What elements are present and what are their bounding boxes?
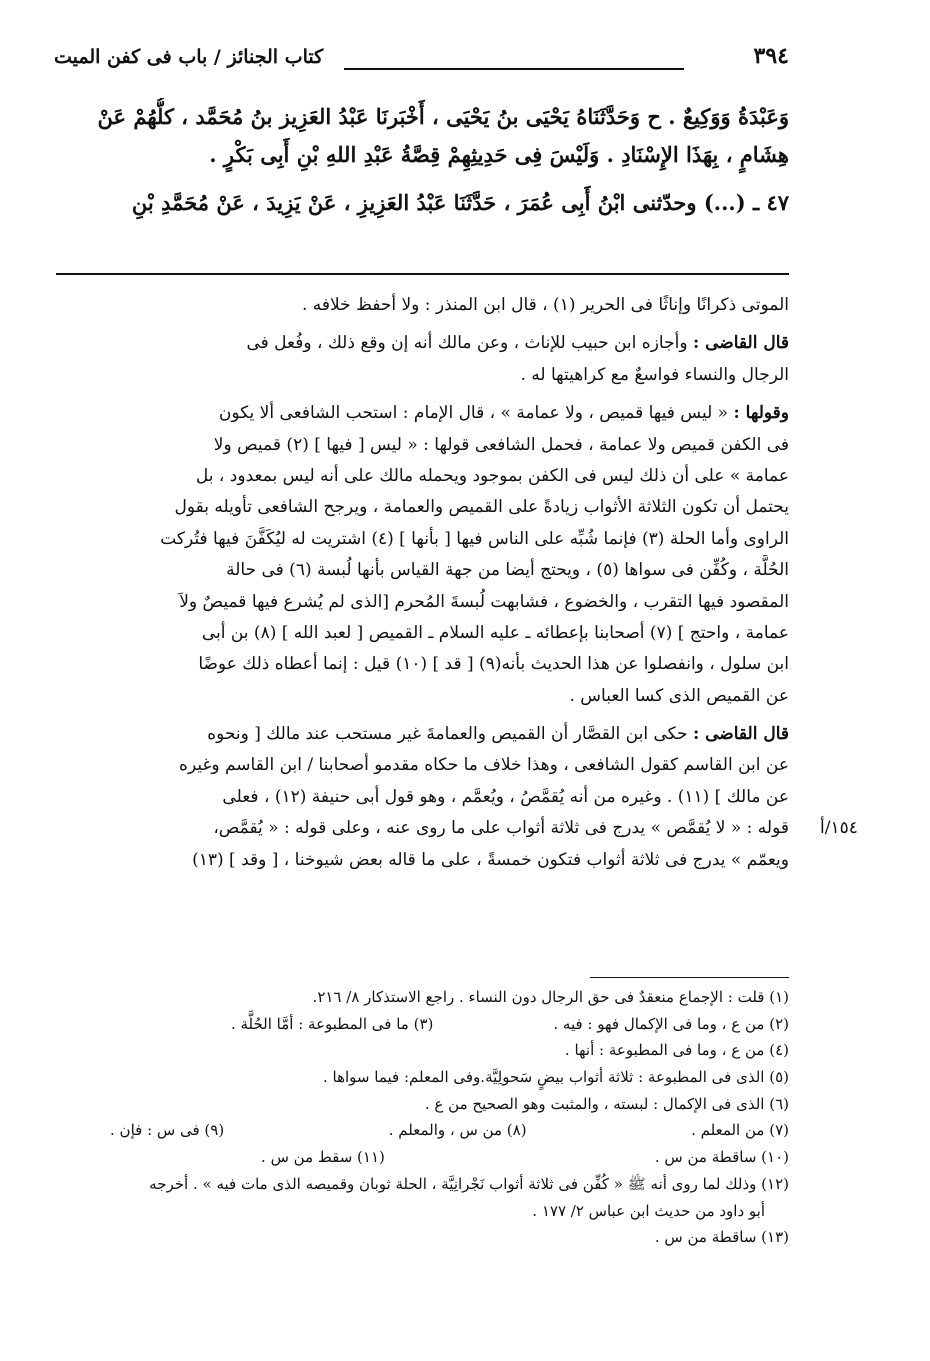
commentary-line: فى الكفن قميص ولا عمامة ، فحمل الشافعى قولها : « ليس [ فيها ] (٢) قميص ولا bbox=[213, 434, 789, 455]
footnote: (٣) ما فى المطبوعة : أمَّا الحُلَّة . bbox=[230, 1014, 434, 1033]
commentary-line: الحُلَّة ، وكُفِّن فى سواها (٥) ، ويحتج أيضا من جهة القياس بأنها لُبسة (٦) فى حالة bbox=[226, 560, 789, 581]
footnote-row bbox=[50, 1144, 789, 1171]
footnote: (١٣) ساقطة من س . bbox=[654, 1227, 789, 1246]
footnote-divider bbox=[590, 977, 789, 978]
commentary-line: وقولها : « ليس فيها قميص ، ولا عمامة » ، قال الإمام : استحب الشافعى ألا يكون bbox=[218, 403, 789, 424]
footnote: (١) قلت : الإجماع منعقدٌ فى حق الرجال دون النساء . راجع الاستذكار ٨/ ٢١٦. bbox=[312, 988, 789, 1006]
footnotes bbox=[50, 984, 789, 1251]
commentary-line: قوله : « لا يُقمَّص » يدرج فى ثلاثة أثواب على ما روى عنه ، وعلى قوله : « يُقمَّص، bbox=[213, 818, 789, 839]
hadith-line: هِشَامٍ ، بِهَذَا الإِسْنَادِ . وَلَيْسَ فِى حَدِيثِهِمْ قِصَّةُ عَبْدِ اللهِ بْنِ أَبِى بَكْرٍ . bbox=[209, 142, 789, 167]
footnote: (١١) سقط من س . bbox=[261, 1148, 385, 1167]
commentary-line: المقصود فيها التقرب ، والخضوع ، فشابهت لُبسةَ المُحرم [الذى لم يُشرع فيها قميصٌ ولاَ bbox=[179, 591, 789, 612]
header-rule bbox=[344, 68, 684, 70]
footnote-row bbox=[50, 1117, 789, 1144]
footnote: (٥) الذى فى المطبوعة : ثلاثة أثواب بيضٍ سَحولِيَّة.وفى المعلم: فيما سواها . bbox=[323, 1068, 789, 1087]
commentary-line: ابن سلول ، وانفصلوا عن هذا الحديث بأنه(٩) [ قد ] (١٠) قيل : إنما أعطاه ذلك عوضًا bbox=[198, 654, 789, 675]
page-number: ٣٩٤ bbox=[753, 43, 789, 69]
footnote: (١٠) ساقطة من س . bbox=[654, 1148, 789, 1167]
footnote: (٧) من المعلم . bbox=[691, 1121, 789, 1140]
page-header bbox=[54, 42, 789, 82]
footnote-row bbox=[50, 1011, 789, 1038]
hadith-line: وَعَبْدَةُ وَوَكِيعٌ . ح وَحَدَّثَنَاهُ يَحْيَى بنُ يَحْيَى ، أَخْبَرنَا عَبْدُ العَزِيز بنُ مُحَمَّد ، كلُّهُمْ عَنْ bbox=[97, 104, 789, 129]
footnote: (٦) الذى فى الإكمال : لبسته ، والمثبت وهو الصحيح من ع . bbox=[424, 1094, 789, 1113]
footnote: (٨) من س ، والمعلم . bbox=[388, 1121, 527, 1140]
main-divider bbox=[56, 273, 789, 275]
commentary-line: عمامة ، واحتج ] (٧) أصحابنا بإعطائه ـ عليه السلام ـ القميص [ لعبد الله ] (٨) بن أبى bbox=[201, 622, 789, 643]
commentary-line: قال القاضى : حكى ابن القصَّار أن القميص والعمامةَ غير مستحب عند مالك [ ونحوه bbox=[207, 724, 789, 745]
commentary-line: الراوى وأما الحلة (٣) فإنما شُبِّه على الناس فيها [ بأنها ] (٤) اشتريت له ليُكَفَّنَ فيها فتُركت bbox=[160, 528, 789, 549]
footnote: (١٢) وذلك لما روى أنه ﷺ « كُفِّن فى ثلاثة أثواب نَجْرانِيَّة ، الحلة ثوبان وقميصه الذى مات فيه » . أخرجه أبو داود من حديث ابن عباس ٢/ ١٧٧ . bbox=[149, 1174, 789, 1220]
footnote: (٢) من ع ، وما فى الإكمال فهو : فيه . bbox=[553, 1014, 789, 1033]
commentary-line: عن مالك ] (١١) . وغيره من أنه يُقمَّصُ ، ويُعمَّم ، وهو قول أبى حنيفة (١٢) ، فعلى bbox=[222, 786, 789, 807]
commentary-line: الرجال والنساء فواسعٌ مع كراهيتها له . bbox=[520, 364, 789, 385]
speaker-label: قال القاضى : bbox=[692, 724, 789, 745]
commentary-line: عن القميص الذى كسا العباس . bbox=[569, 685, 789, 706]
commentary-line: ويعمّم » يدرج فى ثلاثة أثواب فتكون خمسةً ، على ما قاله بعض شيوخنا ، [ وقد ] (١٣) bbox=[192, 849, 789, 870]
manuscript-folio-marker: ١٥٤/أ bbox=[820, 818, 858, 838]
commentary-line: عمامة » على أن ذلك ليس فى الكفن بموجود ويحمله مالك على أنه ليس بمعدود ، بل bbox=[195, 465, 789, 486]
footnote: (٩) فى س : فإن . bbox=[110, 1121, 225, 1140]
speaker-label: قال القاضى : bbox=[692, 333, 789, 354]
hadith-text bbox=[46, 98, 789, 222]
hadith-line: ٤٧ ـ (...) وحدّثنى ابْنُ أَبِى عُمَرَ ، حَدَّثَنَا عَبْدُ العَزِيزِ ، عَنْ يَزِيدَ ، عَنْ مُحَمَّدِ بْنِ bbox=[131, 190, 789, 215]
commentary-line: الموتى ذكرانًا وإناثًا فى الحرير (١) ، قال ابن المنذر : ولا أحفظ خلافه . bbox=[301, 295, 789, 315]
commentary-line: عن ابن القاسم كقول الشافعى ، وهذا خلاف ما حكاه مقدمو أصحابنا / ابن القاسم وغيره bbox=[179, 755, 789, 776]
footnote: (٤) من ع ، وما فى المطبوعة : أنها . bbox=[564, 1041, 789, 1060]
speaker-label: وقولها : bbox=[733, 403, 789, 424]
running-title: كتاب الجنائز / باب فى كفن الميت bbox=[54, 46, 324, 68]
commentary bbox=[60, 290, 789, 876]
commentary-line: يحتمل أن تكون الثلاثة الأثواب زيادةً على القميص والعمامة ، ويرجح الشافعى تأويله بقول bbox=[174, 497, 789, 518]
commentary-line: قال القاضى : وأجازه ابن حبيب للإناث ، وعن مالك أنه إن وقع ذلك ، وفُعل فى bbox=[246, 333, 789, 354]
